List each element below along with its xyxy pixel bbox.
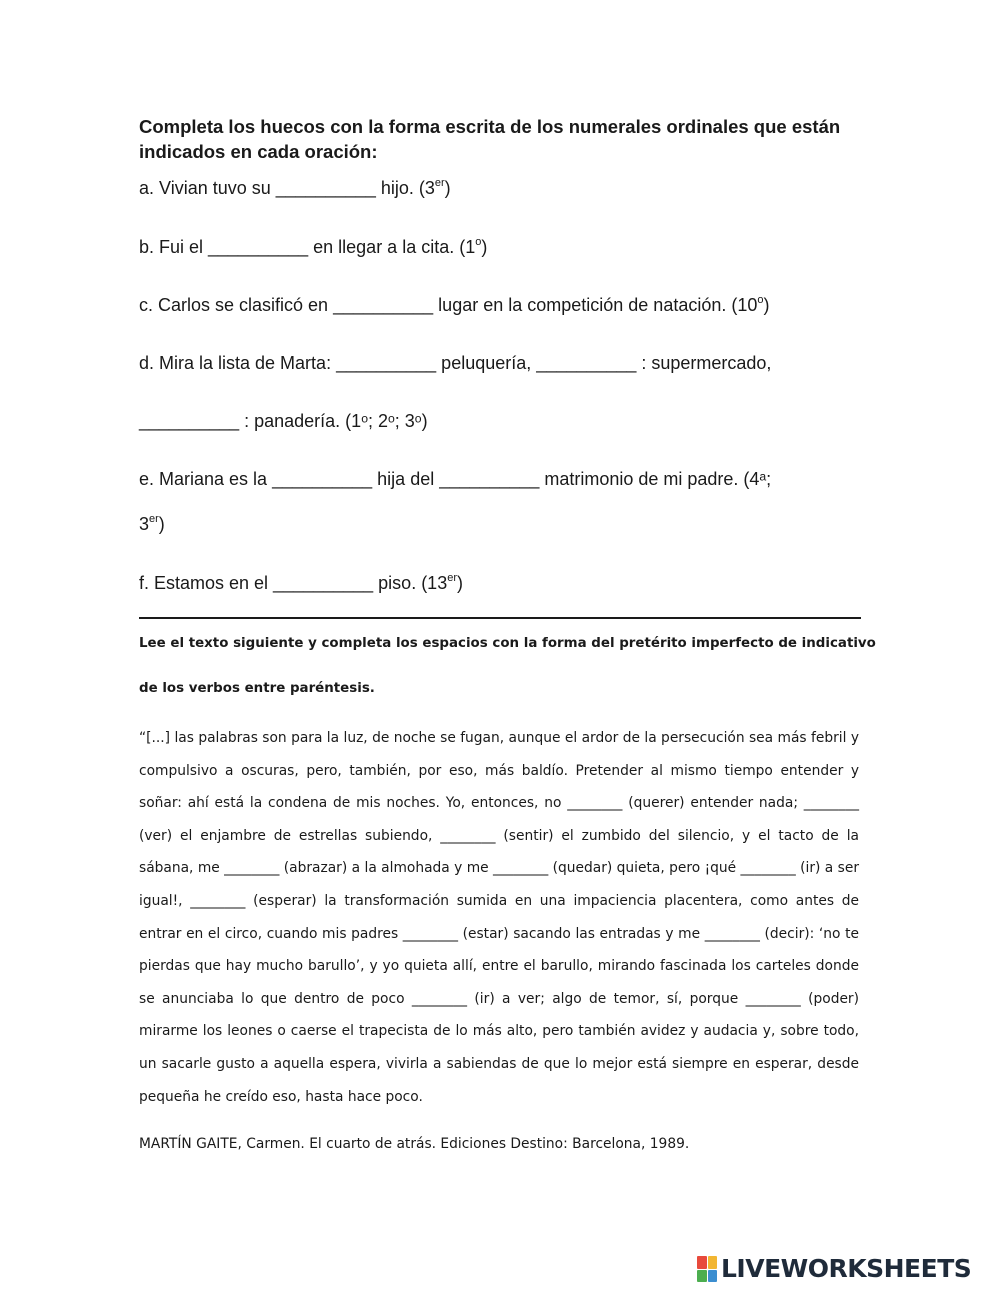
section-divider [139,617,861,619]
citation: MARTÍN GAITE, Carmen. El cuarto de atrás. Ediciones Destino: Barcelona, 1989. [139,1136,690,1152]
logo-tile-yellow [708,1256,718,1269]
liveworksheets-logo [697,1255,971,1283]
section2-heading-line2: de los verbos entre paréntesis. [139,681,375,696]
exercise-line-d2: __________ : panadería. (1ᵒ; 2ᵒ; 3ᵒ) [139,411,428,431]
section2-heading-line1: Lee el texto siguiente y completa los espacios con la forma del pretérito imperfecto de indicativo [139,636,876,651]
exercise-line-a: a. Vivian tuvo su __________ hijo. (3er) [139,177,451,198]
exercise-line-f: f. Estamos en el __________ piso. (13er) [139,572,463,593]
exercise-line-c: c. Carlos se clasificó en __________ lugar en la competición de natación. (10$^o$) [139,294,770,315]
exercise-line-d1: d. Mira la lista de Marta: __________ peluquería, __________ : supermercado, [139,353,772,373]
exercise-line-b: b. Fui el __________ en llegar a la cita. (1$^o$) [139,236,488,257]
logo-tile-red [697,1256,707,1269]
logo-tile-green [697,1270,707,1283]
liveworksheets-logo-icon [697,1256,717,1282]
section1-title: Completa los huecos con la forma escrita de los numerales ordinales que están indicados en cada oración: [139,116,841,162]
exercise-line-e1: e. Mariana es la __________ hija del __________ matrimonio de mi padre. (4ᵃ; [139,469,772,489]
reading-passage: “[...] las palabras son para la luz, de noche se fugan, aunque el ardor de la persecución sea más febril y compulsivo a oscuras, pero, también, por eso, más baldío. Pretender al mismo tiempo entender y soñar: ahí está la condena de mis noches. Yo, entonces, no ________ (querer) entender nada; ________ (ver) el enjambre de estrellas subiendo, ________ (sentir) el zumbido del silencio, y el tacto de la sábana, me ________ (abrazar) a la almohada y me ________ (quedar) quieta, pero ¡qué ________ (ir) a ser igual!, ________ (esperar) la transformación sumida en una impaciencia placentera, como antes de entrar en el circo, cuando mis padres ________ (estar) sacando las entradas y me ________ (decir): ‘no te pierdas que hay mucho barullo’, y yo quieta allí, entre el barullo, mirando fascinada los carteles donde se anunciaba lo que dentro de poco ________ (ir) a ver; algo de temor, sí, porque ________ (poder) mirarme los leones o caerse el trapecista de lo más alto, pero también avidez y audacia y, sobre todo, un sacarle gusto a aquella espera, vivirla a sabiendas de que lo mejor está siempre en esperar, desde pequeña he creído eso, hasta hace poco. [139,730,859,1105]
exercise-line-e2: 3er) [139,513,165,534]
logo-text: LIVEWORKSHEETS [721,1254,972,1283]
logo-tile-blue [708,1270,718,1283]
